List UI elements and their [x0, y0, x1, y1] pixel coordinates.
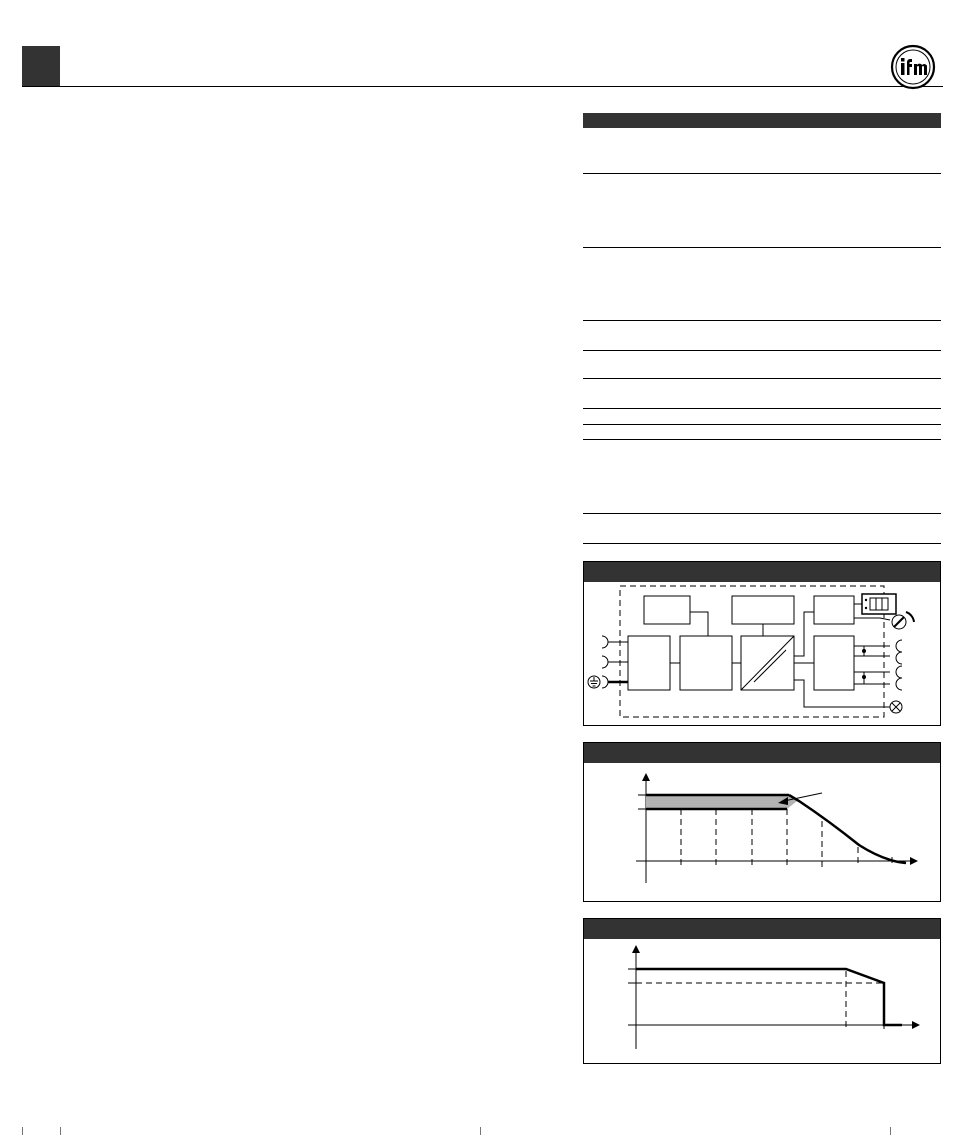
spec-table	[583, 113, 941, 544]
crop-mark	[480, 1127, 481, 1135]
derating-chart-1-header	[584, 743, 940, 763]
derating-chart-panel-1	[583, 742, 941, 902]
spec-row	[583, 174, 941, 248]
spec-row	[583, 425, 941, 440]
crop-mark	[60, 1127, 61, 1135]
spec-table-header	[583, 113, 941, 128]
ifm-logo-icon	[890, 44, 936, 90]
input-terminal	[602, 636, 628, 688]
derating-chart-1	[584, 763, 940, 901]
header-rule	[22, 86, 943, 87]
block-input	[628, 636, 670, 690]
dip-switch-icon	[862, 594, 896, 614]
spec-row	[583, 379, 941, 409]
spec-row	[583, 409, 941, 425]
spec-row	[583, 514, 941, 544]
block-top-left	[644, 596, 690, 624]
spec-row	[583, 128, 941, 174]
block-diagram-panel	[583, 561, 941, 726]
spec-row	[583, 321, 941, 351]
derating-chart-2	[584, 939, 940, 1063]
derating-curve	[636, 969, 902, 1025]
derating-chart-panel-2	[583, 918, 941, 1064]
block-top-mid	[732, 596, 794, 624]
block-top-right	[814, 596, 854, 624]
spec-row	[583, 248, 941, 321]
block-diagram-header	[584, 562, 940, 582]
spec-row	[583, 351, 941, 379]
page-marker-square	[22, 46, 60, 86]
crop-mark	[890, 1127, 891, 1135]
crop-mark	[22, 1127, 23, 1135]
output-terminal	[854, 640, 902, 690]
block-output	[814, 636, 854, 690]
block-filter	[680, 636, 732, 690]
block-diagram	[584, 582, 940, 725]
derating-curve	[789, 795, 906, 863]
earth-ground-icon	[588, 676, 600, 688]
spec-row	[583, 440, 941, 514]
signal-lamp-icon	[890, 701, 902, 713]
derating-chart-2-header	[584, 919, 940, 939]
tolerance-band	[646, 795, 797, 809]
